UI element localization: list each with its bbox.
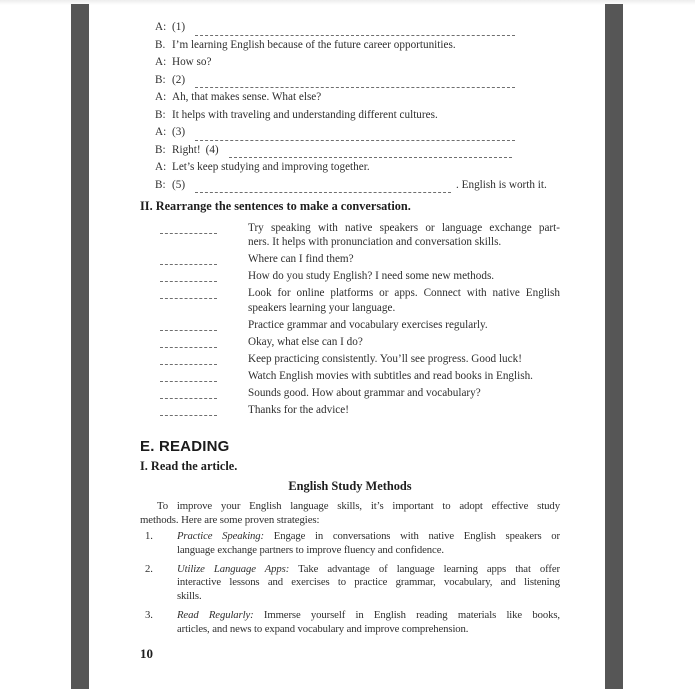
dialog-exercise	[155, 21, 595, 196]
article-title: English Study Methods	[288, 479, 412, 493]
order-blank	[160, 403, 217, 416]
answer-blank	[195, 140, 515, 141]
sentence: Keep practicing consistently. You’ll see progress. Good luck!	[248, 352, 522, 365]
article-strategy-list	[140, 530, 560, 642]
answer-blank	[195, 35, 515, 36]
strategy-item	[140, 609, 560, 637]
rearrange-item	[160, 221, 562, 250]
item-text: Practice Speaking: Engage in conversations with native English speakers or language exchange partners to improve fluency and confidence.	[177, 530, 560, 556]
sentence: Okay, what else can I do?	[248, 335, 363, 348]
rearrange-item	[160, 352, 562, 366]
item-number: 1.	[145, 530, 153, 542]
strategy-item	[140, 563, 560, 604]
sentence: Try speaking with native speakers or language exchange part- ners. It helps with pronunciation and conversation skills.	[248, 222, 560, 249]
order-blank	[160, 352, 217, 365]
strategy-name: Read Regularly:	[177, 608, 254, 621]
order-blank	[160, 335, 217, 348]
dialog-line	[155, 39, 595, 57]
order-blank	[160, 221, 217, 234]
reading-instruction: I. Read the article.	[140, 459, 238, 473]
item-text: Utilize Language Apps: Take advantage of language learning apps that offer interactive lessons and exercises to practice grammar, vocabulary, and listening skills.	[177, 562, 560, 603]
dialog-line	[155, 161, 595, 179]
intro-line: To improve your English language skills, it’s important to adopt effective study	[157, 500, 560, 512]
speaker-label: B:	[155, 178, 166, 191]
sentence: Thanks for the advice!	[248, 403, 349, 416]
dialog-text: . English is worth it.	[456, 178, 547, 191]
sentence: How do you study English? I need some new methods.	[248, 270, 495, 283]
rearrange-item	[160, 318, 562, 332]
section-ii-heading: II. Rearrange the sentences to make a conversation.	[140, 199, 411, 213]
section-e-heading: E. READING	[140, 438, 230, 455]
dialog-line	[155, 126, 595, 144]
rearrange-item	[160, 386, 562, 400]
dialog-text: I’m learning English because of the future career opportunities.	[172, 38, 456, 51]
sentence: Practice grammar and vocabulary exercises regularly.	[248, 318, 488, 331]
order-blank	[160, 318, 217, 331]
blank-number: (4)	[205, 143, 219, 156]
speaker-label: B:	[155, 108, 166, 121]
rearrange-exercise	[160, 221, 562, 420]
dialog-text: Right!	[172, 143, 201, 156]
order-blank	[160, 369, 217, 382]
blank-number: (1)	[172, 21, 186, 33]
strategy-name: Practice Speaking:	[177, 530, 265, 542]
speaker-label: B:	[155, 143, 166, 156]
sentence: Watch English movies with subtitles and read books in English.	[248, 369, 533, 382]
speaker-label: A:	[155, 91, 167, 104]
item-number: 3.	[145, 608, 153, 621]
rearrange-item	[160, 335, 562, 349]
dialog-line	[155, 144, 595, 162]
order-blank	[160, 286, 217, 299]
speaker-label: A:	[155, 161, 167, 174]
dialog-text: How so?	[172, 56, 212, 69]
item-text: Read Regularly: Immerse yourself in English reading materials like books, articles, and news to expand vocabulary and improve comprehension.	[177, 608, 560, 635]
speaker-label: B.	[155, 38, 166, 51]
speaker-label: A:	[155, 21, 167, 33]
rearrange-item	[160, 286, 562, 315]
blank-number: (2)	[172, 73, 186, 86]
dialog-line	[155, 56, 595, 74]
answer-blank	[195, 87, 515, 88]
dialog-text: Let’s keep studying and improving together.	[172, 161, 370, 174]
dialog-line	[155, 179, 595, 197]
page-number: 10	[140, 646, 153, 661]
dialog-text: It helps with traveling and understanding different cultures.	[172, 108, 438, 121]
dialog-line	[155, 74, 595, 92]
sentence: Sounds good. How about grammar and vocabulary?	[248, 386, 481, 399]
speaker-label: B:	[155, 73, 166, 86]
sentence: Look for online platforms or apps. Connect with native English speakers learning your language.	[248, 287, 560, 314]
rearrange-item	[160, 403, 562, 417]
dialog-line	[155, 91, 595, 109]
speaker-label: A:	[155, 56, 167, 69]
dialog-line	[155, 21, 595, 39]
blank-number: (3)	[172, 126, 186, 139]
page-edge-right	[605, 4, 623, 689]
blank-number: (5)	[172, 178, 186, 191]
dialog-text: Ah, that makes sense. What else?	[172, 91, 322, 104]
strategy-item	[140, 530, 560, 558]
dialog-line	[155, 109, 595, 127]
speaker-label: A:	[155, 126, 167, 139]
rearrange-item	[160, 269, 562, 283]
page-content	[90, 0, 605, 695]
sentence: Where can I find them?	[248, 253, 354, 266]
article-intro	[140, 500, 560, 528]
page-edge-left	[71, 4, 89, 689]
rearrange-item	[160, 252, 562, 266]
order-blank	[160, 269, 217, 282]
strategy-name: Utilize Language Apps:	[177, 562, 290, 575]
rearrange-item	[160, 369, 562, 383]
intro-line: methods. Here are some proven strategies:	[140, 513, 320, 526]
item-number: 2.	[145, 562, 153, 575]
answer-blank	[229, 157, 512, 158]
order-blank	[160, 386, 217, 399]
answer-blank	[195, 192, 451, 193]
order-blank	[160, 252, 217, 265]
